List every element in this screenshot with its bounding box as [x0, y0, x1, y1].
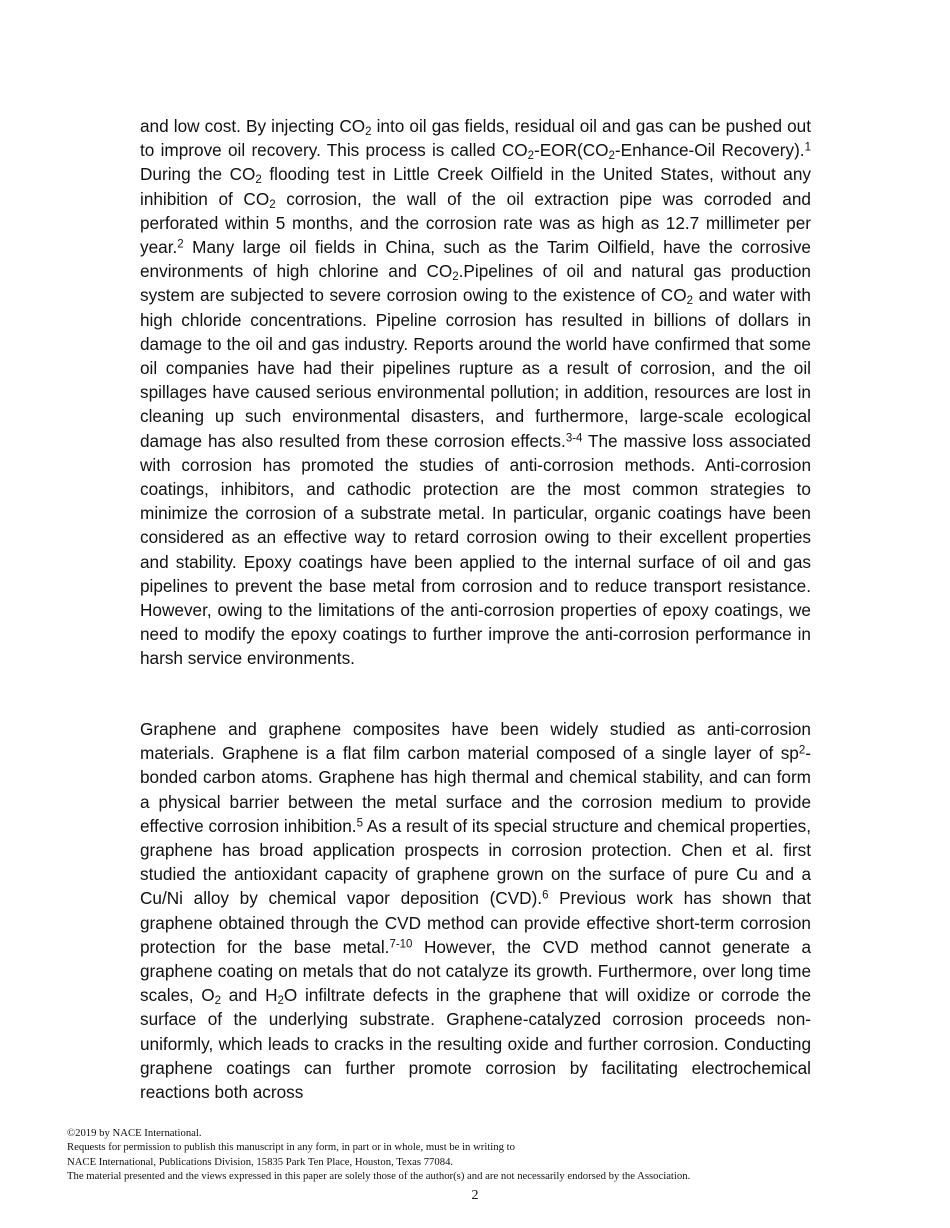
footer-permission-line: Requests for permission to publish this manuscript in any form, in part or in whole, must be in writing to: [67, 1141, 515, 1154]
text-run: Graphene and graphene composites have been widely studied as anti-corrosion materials. Graphene is a flat film carbon material composed of a single layer of sp: [140, 719, 811, 764]
subscript: 2: [365, 125, 372, 138]
text-run: flooding test in Little Creek Oilfield in the United States, without any inhibition of CO: [140, 164, 811, 209]
subscript: 2: [255, 174, 262, 187]
superscript: 6: [542, 889, 549, 902]
superscript: 2: [798, 744, 806, 757]
superscript: 2: [177, 238, 184, 251]
subscript: 2: [608, 150, 615, 163]
subscript: 2: [269, 198, 276, 211]
superscript: 5: [356, 817, 363, 830]
copyright-footer: [67, 1126, 887, 1183]
text-run: As a result of its special structure and chemical properties, graphene has broad application prospects in corrosion protection. Chen et al. first studied the antioxidant capacity of graphene grown on the surface of pure Cu and a Cu/Ni alloy by chemical vapor deposition (CVD).: [140, 815, 812, 909]
subscript: 2: [686, 295, 693, 308]
text-run: -Enhance-Oil Recovery).: [614, 140, 805, 161]
paragraph-text: [140, 114, 811, 671]
text-run: into oil gas fields, residual oil and gas can be pushed out to improve oil recovery. This process is called CO: [140, 116, 811, 161]
subscript: 2: [527, 150, 535, 163]
page-number: 2: [471, 1188, 479, 1203]
text-run: and H: [220, 985, 278, 1006]
subscript: 2: [214, 995, 221, 1008]
text-run: corrosion, the wall of the oil extraction pipe was corroded and perforated within 5 months, and the corrosion rate was as high as 12.7 millimeter per year.: [140, 188, 811, 258]
superscript: 3-4: [565, 431, 583, 444]
subscript: 2: [452, 271, 459, 284]
text-run: However, the CVD method cannot generate a graphene coating on metals that do not catalyze its growth. Furthermore, over long time scales, O: [140, 936, 811, 1006]
text-run: and low cost. By injecting CO: [140, 116, 366, 136]
subscript: 2: [277, 995, 284, 1008]
text-run: The massive loss associated with corrosion has promoted the studies of anti-corrosion methods. Anti-corrosion coatings, inhibitors, and cathodic protection are the most common strategies to minimize the corrosion of a substrate metal. In particular, organic coatings have been considered as an effective way to retard corrosion owing to their excellent properties and stability. Epoxy coatings have been applied to the internal surface of oil and gas pipelines to prevent the base metal from corrosion and to reduce transport resistance. However, owing to the limitations of the anti-corrosion properties of epoxy coatings, we need to modify the epoxy coatings to further improve the anti-corrosion performance in harsh service environments.: [140, 430, 811, 669]
text-run: -EOR(CO: [534, 140, 609, 161]
footer-copyright-line: ©2019 by NACE International.: [67, 1127, 202, 1139]
text-run: .Pipelines of oil and natural gas production system are subjected to severe corrosion owing to the existence of CO: [140, 261, 811, 306]
superscript: 7-10: [389, 938, 413, 951]
superscript: 1: [804, 141, 811, 154]
text-run: During the CO: [140, 164, 256, 185]
footer-address-line: NACE International, Publications Division, 15835 Park Ten Place, Houston, Texas 77084.: [67, 1155, 454, 1168]
text-run: Previous work has shown that graphene obtained through the CVD method can provide effective short-term corrosion protection for the base metal.: [140, 888, 811, 957]
text-run: Many large oil fields in China, such as the Tarim Oilfield, have the corrosive environments of high chlorine and CO: [140, 237, 811, 282]
footer-disclaimer-line: The material presented and the views expressed in this paper are solely those of the author(s) and are not necessarily endorsed by the Association.: [67, 1169, 691, 1182]
text-run: and water with high chloride concentrations. Pipeline corrosion has resulted in billions of dollars in damage to the oil and gas industry. Reports around the world have confirmed that some oil companies have had their pipelines rupture as a result of corrosion, and the oil spillages have caused serious environmental pollution; in addition, resources are lost in cleaning up such environmental disasters, and furthermore, large-scale ecological damage has also resulted from these corrosion effects.: [140, 285, 811, 451]
text-run: O infiltrate defects in the graphene that will oxidize or corrode the surface of the underlying substrate. Graphene-catalyzed corrosion proceeds non-uniformly, which leads to cracks in the resulting oxide and further corrosion. Conducting graphene coatings can further promote corrosion by facilitating electrochemical reactions both across: [140, 985, 812, 1103]
body-paragraph-1: [140, 114, 811, 671]
text-run: -bonded carbon atoms. Graphene has high thermal and chemical stability, and can form a physical barrier between the metal surface and the corrosion medium to provide effective corrosion inhibition.: [140, 743, 811, 836]
body-paragraph-2: [140, 717, 811, 1104]
paragraph-text: [140, 717, 811, 1104]
